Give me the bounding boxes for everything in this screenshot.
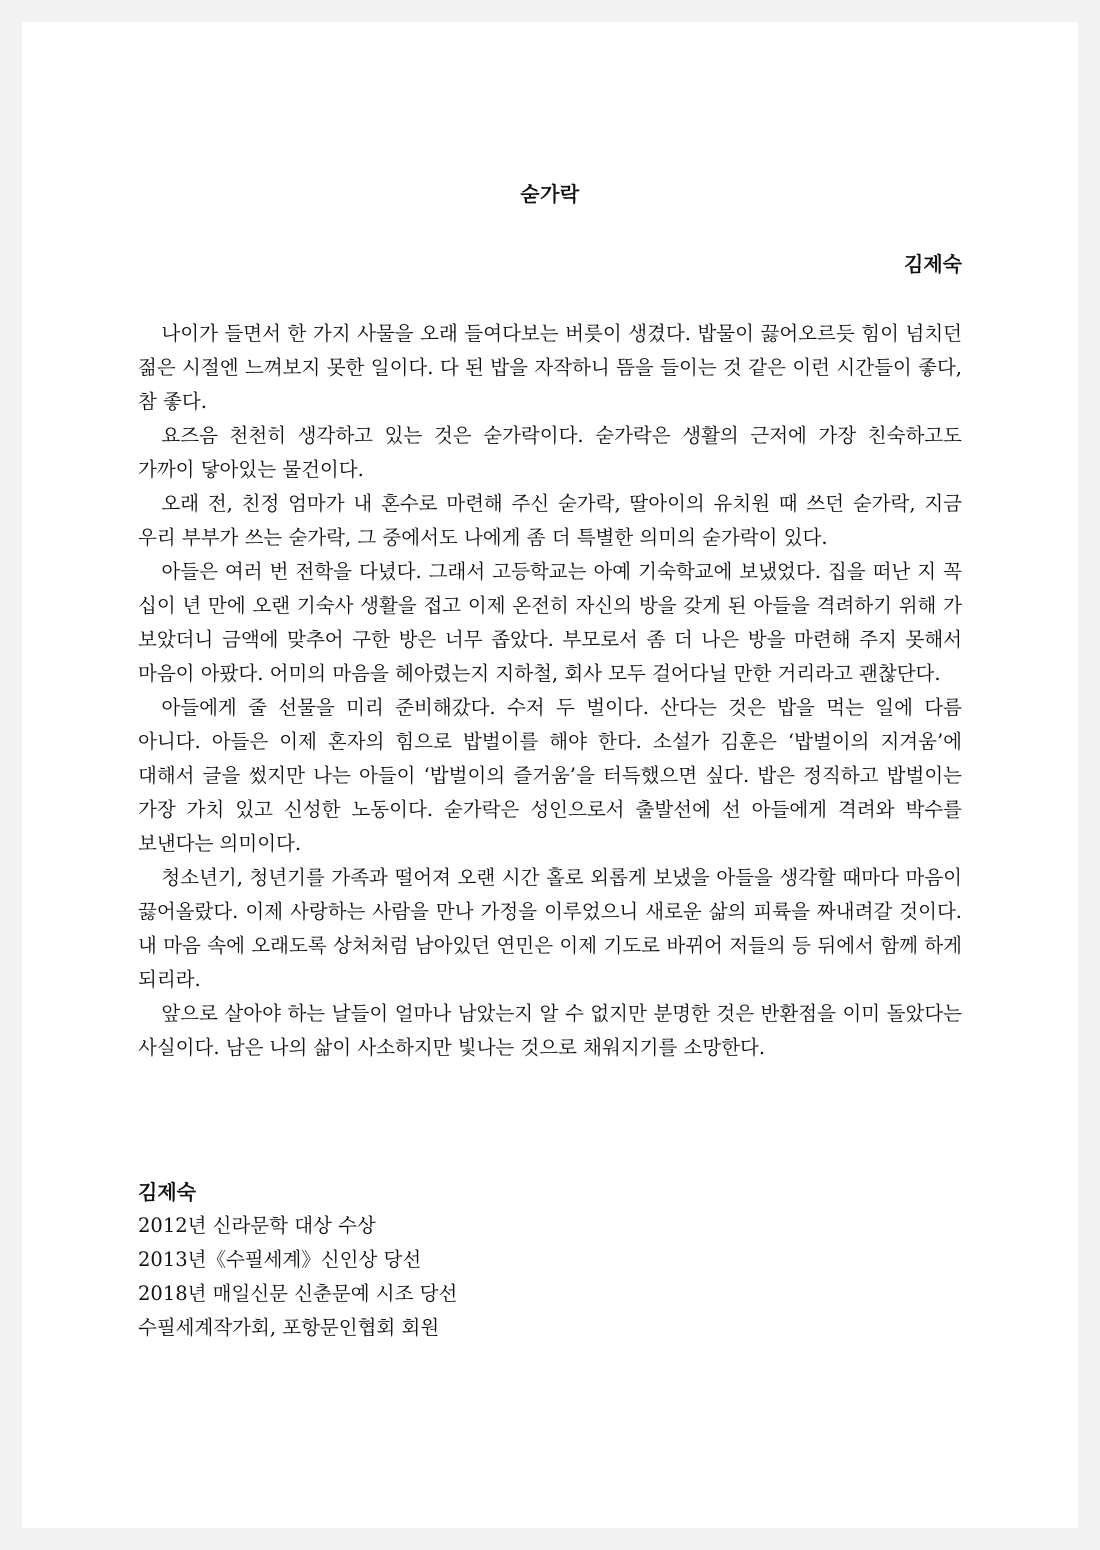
paragraph: 앞으로 살아야 하는 날들이 얼마나 남았는지 알 수 없지만 분명한 것은 반환점을 이미 돌았다는 사실이다. 남은 나의 삶이 사소하지만 빛나는 것으로 채워지기를 소망한다. bbox=[138, 1002, 962, 1059]
document-content bbox=[138, 177, 962, 1345]
bio-line: 2012년 신라문학 대상 수상 bbox=[138, 1214, 376, 1237]
paragraph: 오래 전, 친정 엄마가 내 혼수로 마련해 주신 숟가락, 딸아이의 유치원 때 쓰던 숟가락, 지금 우리 부부가 쓰는 숟가락, 그 중에서도 나에게 좀 더 특별한 의미의 숟가락이 있다. bbox=[138, 492, 962, 549]
essay-body bbox=[138, 317, 962, 1065]
essay-author: 김제숙 bbox=[904, 252, 962, 276]
paragraph: 아들은 여러 번 전학을 다녔다. 그래서 고등학교는 아예 기숙학교에 보냈었다. 집을 떠난 지 꼭 십이 년 만에 오랜 기숙사 생활을 접고 이제 온전히 자신의 방을 갖게 된 아들을 격려하기 위해 가 보았더니 금액에 맞추어 구한 방은 너무 좁았다. 부모로서 좀 더 나은 방을 마련해 주지 못해서 마음이 아팠다. 어미의 마음을 헤아렸는지 지하철, 회사 모두 걸어다닐 만한 거리라고 괜찮단다. bbox=[138, 560, 962, 685]
document-page bbox=[22, 22, 1078, 1528]
paragraph: 아들에게 줄 선물을 미리 준비해갔다. 수저 두 벌이다. 산다는 것은 밥을 먹는 일에 다름 아니다. 아들은 이제 혼자의 힘으로 밥벌이를 해야 한다. 소설가 김훈은 ‘밥벌이의 지겨움’에 대해서 글을 썼지만 나는 아들이 ‘밥벌이의 즐거움’을 터득했으면 싶다. 밥은 정직하고 밥벌이는 가장 가치 있고 신성한 노동이다. 숟가락은 성인으로서 출발선에 선 아들에게 격려와 박수를 보낸다는 의미이다. bbox=[138, 696, 962, 855]
paragraph: 청소년기, 청년기를 가족과 떨어져 오랜 시간 홀로 외롭게 보냈을 아들을 생각할 때마다 마음이 끓어올랐다. 이제 사랑하는 사람을 만나 가정을 이루었으니 새로운 삶의 피륙을 짜내려갈 것이다. 내 마음 속에 오래도록 상처처럼 남아있던 연민은 이제 기도로 바뀌어 저들의 등 뒤에서 함께 하게 되리라. bbox=[138, 866, 962, 991]
essay-title: 숟가락 bbox=[520, 182, 580, 206]
paragraph: 요즈음 천천히 생각하고 있는 것은 숟가락이다. 숟가락은 생활의 근저에 가장 친숙하고도 가까이 닿아있는 물건이다. bbox=[138, 424, 962, 481]
paragraph: 나이가 들면서 한 가지 사물을 오래 들여다보는 버릇이 생겼다. 밥물이 끓어오르듯 힘이 넘치던 젊은 시절엔 느껴보지 못한 일이다. 다 된 밥을 자작하니 뜸을 들이는 것 같은 이런 시간들이 좋다, 참 좋다. bbox=[138, 322, 962, 413]
bio-line: 2018년 매일신문 신춘문예 시조 당선 bbox=[138, 1282, 458, 1305]
bio-line: 수필세계작가회, 포항문인협회 회원 bbox=[138, 1316, 440, 1339]
bio-line: 2013년《수필세계》신인상 당선 bbox=[138, 1248, 422, 1271]
bio-name: 김제숙 bbox=[138, 1180, 196, 1204]
author-bio bbox=[138, 1175, 962, 1345]
